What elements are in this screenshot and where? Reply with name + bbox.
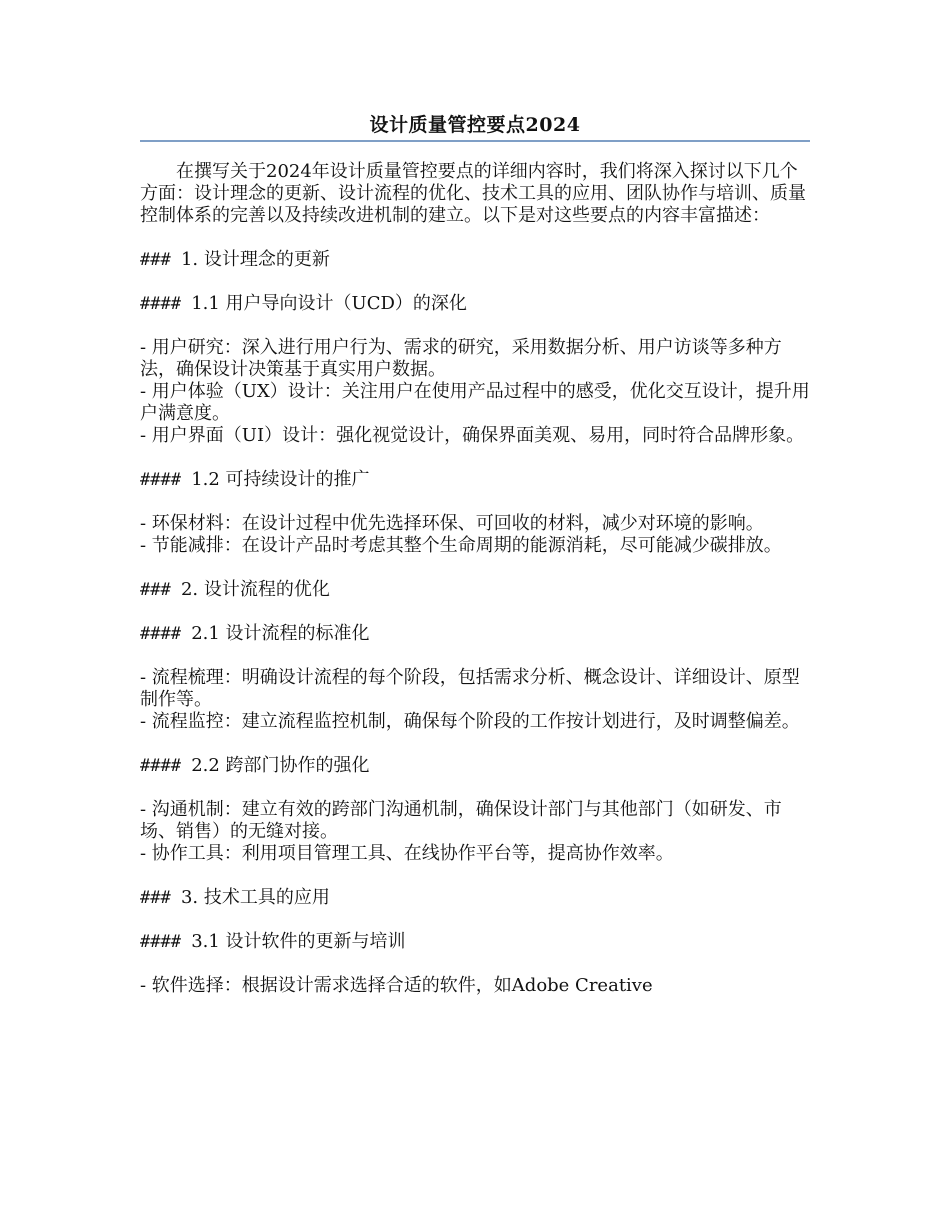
subsection-heading <box>140 755 810 777</box>
intro-paragraph: 在撰写关于2024年设计质量管控要点的详细内容时，我们将深入探讨以下几个方面：设计理念的更新、设计流程的优化、技术工具的应用、团队协作与培训、质量控制体系的完善以及持续改进机制的建立。以下是对这些要点的内容丰富描述： <box>140 161 806 226</box>
list-item: - 用户体验（UX）设计：关注用户在使用产品过程中的感受，优化交互设计，提升用户满意度。 <box>140 381 810 424</box>
subsection-heading <box>140 469 810 491</box>
document-body <box>140 161 810 997</box>
paragraph-gap <box>140 227 810 249</box>
paragraph-gap <box>140 909 810 931</box>
paragraph-gap <box>140 865 810 887</box>
heading-text: 2. 设计流程的优化 <box>180 579 330 600</box>
paragraph-gap <box>140 645 810 667</box>
list-item: - 沟通机制：建立有效的跨部门沟通机制，确保设计部门与其他部门（如研发、市场、销售）的无缝对接。 <box>140 799 782 842</box>
paragraph-gap <box>140 601 810 623</box>
heading-text: 1. 设计理念的更新 <box>180 249 330 270</box>
paragraph-gap <box>140 953 810 975</box>
paragraph-gap <box>140 557 810 579</box>
paragraph-gap <box>140 315 810 337</box>
paragraph-gap <box>140 733 810 755</box>
title-underline <box>140 140 810 142</box>
paragraph-gap <box>140 777 810 799</box>
list-item: - 协作工具：利用项目管理工具、在线协作平台等，提高协作效率。 <box>140 843 674 864</box>
heading-text: 2.2 跨部门协作的强化 <box>191 755 370 776</box>
list-item: - 节能减排：在设计产品时考虑其整个生命周期的能源消耗，尽可能减少碳排放。 <box>140 535 782 556</box>
list-item: - 流程监控：建立流程监控机制，确保每个阶段的工作按计划进行，及时调整偏差。 <box>140 711 800 732</box>
paragraph-gap <box>140 447 810 469</box>
document-title: 设计质量管控要点2024 <box>369 114 581 136</box>
heading-marker: ### <box>140 888 171 908</box>
section-heading <box>140 579 810 601</box>
heading-marker: #### <box>140 294 181 314</box>
list-item: - 用户界面（UI）设计：强化视觉设计，确保界面美观、易用，同时符合品牌形象。 <box>140 425 805 446</box>
heading-marker: #### <box>140 470 181 490</box>
paragraph-gap <box>140 271 810 293</box>
subsection-heading <box>140 623 810 645</box>
section-heading <box>140 887 810 909</box>
heading-text: 1.1 用户导向设计（UCD）的深化 <box>191 293 467 314</box>
list-item: - 软件选择：根据设计需求选择合适的软件，如Adobe Creative <box>140 975 653 996</box>
heading-marker: #### <box>140 756 181 776</box>
list-item: - 环保材料：在设计过程中优先选择环保、可回收的材料，减少对环境的影响。 <box>140 513 764 534</box>
list-item: - 流程梳理：明确设计流程的每个阶段，包括需求分析、概念设计、详细设计、原型制作等。 <box>140 667 800 710</box>
heading-text: 3. 技术工具的应用 <box>180 887 330 908</box>
heading-text: 2.1 设计流程的标准化 <box>191 623 370 644</box>
paragraph-gap <box>140 491 810 513</box>
heading-marker: ### <box>140 580 171 600</box>
subsection-heading <box>140 293 810 315</box>
heading-marker: #### <box>140 624 181 644</box>
heading-marker: #### <box>140 932 181 952</box>
heading-marker: ### <box>140 250 171 270</box>
heading-text: 1.2 可持续设计的推广 <box>191 469 370 490</box>
section-heading <box>140 249 810 271</box>
list-item: - 用户研究：深入进行用户行为、需求的研究，采用数据分析、用户访谈等多种方法，确保设计决策基于真实用户数据。 <box>140 337 782 380</box>
subsection-heading <box>140 931 810 953</box>
heading-text: 3.1 设计软件的更新与培训 <box>191 931 406 952</box>
